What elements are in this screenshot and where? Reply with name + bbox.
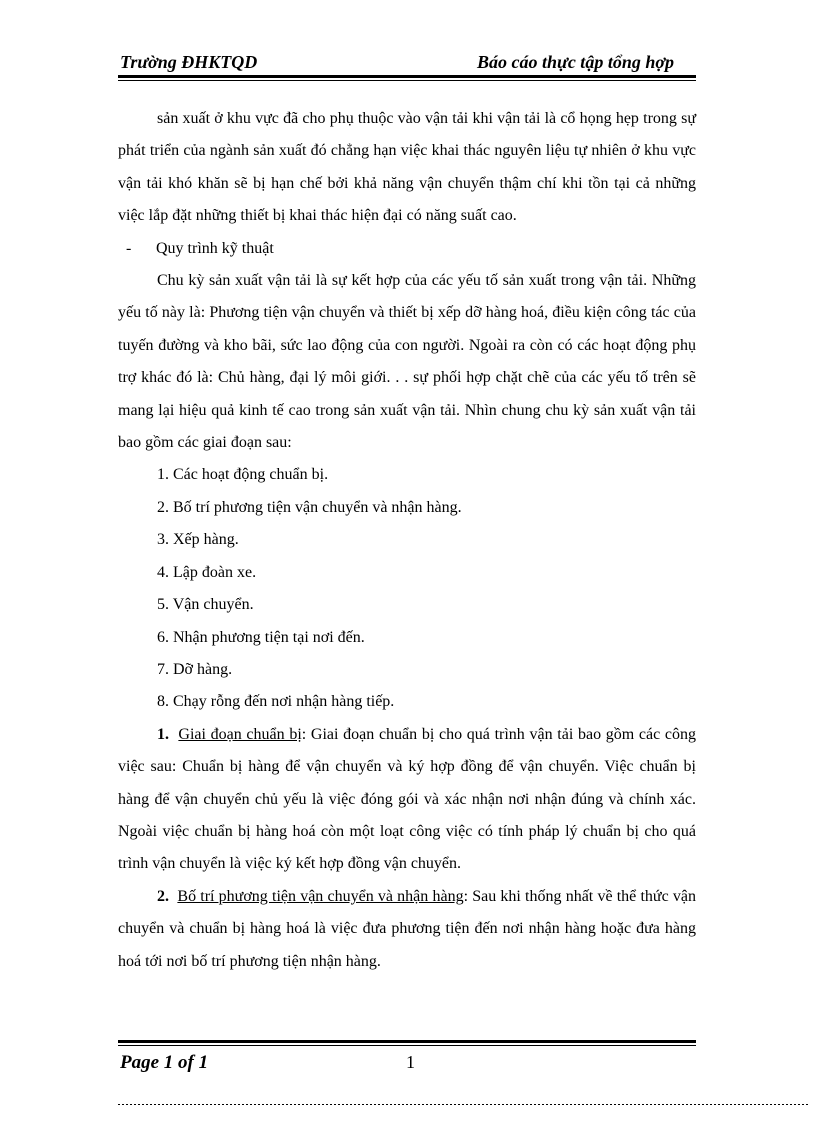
header-divider bbox=[118, 75, 696, 78]
section-number: 2. bbox=[157, 887, 169, 905]
list-item: 1. Các hoạt động chuẩn bị. bbox=[157, 466, 329, 484]
page-header bbox=[118, 50, 696, 78]
section-paragraph bbox=[118, 719, 696, 881]
footer-divider-thin bbox=[118, 1045, 696, 1046]
bullet-text: Quy trình kỹ thuật bbox=[156, 239, 274, 257]
section-number: 1. bbox=[157, 725, 169, 743]
list-item: 2. Bố trí phương tiện vận chuyển và nhận hàng. bbox=[157, 498, 462, 516]
document-body bbox=[118, 103, 696, 978]
list-item: 7. Dỡ hàng. bbox=[157, 660, 233, 678]
footer-divider bbox=[118, 1040, 696, 1043]
list-item: 3. Xếp hàng. bbox=[157, 531, 239, 549]
section-paragraph bbox=[118, 881, 696, 978]
footer-page-number: 1 bbox=[406, 1052, 415, 1072]
header-school-name: Trường ĐHKTQD bbox=[120, 52, 258, 72]
page-bottom-dotted-rule bbox=[118, 1104, 808, 1105]
bullet-dash: - bbox=[126, 239, 132, 257]
section-title: Bố trí phương tiện vận chuyển và nhận hàng bbox=[177, 887, 464, 905]
list-item: 8. Chạy rỗng đến nơi nhận hàng tiếp. bbox=[157, 693, 395, 711]
paragraph: sản xuất ở khu vực đã cho phụ thuộc vào vận tải khi vận tải là cổ họng hẹp trong sự phát triển của ngành sản xuất đó chẳng hạn việc khai thác nguyên liệu tự nhiên ở khu vực vận tải khó khăn sẽ bị hạn chế bởi khả năng vận chuyển thậm chí khi tồn tại cả những việc lắp đặt những thiết bị khai thác hiện đại có năng suất cao. bbox=[118, 110, 696, 225]
section-text: : Sau khi thống nhất về thể thức vận chuyển và chuẩn bị hàng hoá là việc đưa phương tiện đến nơi nhận hàng hoặc đưa hàng hoá tới nơi bố trí phương tiện nhận hàng. bbox=[118, 887, 696, 970]
header-divider-thin bbox=[118, 80, 696, 81]
bullet-item bbox=[118, 233, 696, 265]
page-footer bbox=[118, 1040, 696, 1110]
list-item: 5. Vận chuyển. bbox=[157, 596, 254, 614]
header-report-title: Báo cáo thực tập tổng hợp bbox=[477, 52, 674, 72]
section-title: Giai đoạn chuẩn bị bbox=[178, 725, 302, 743]
list-item: 4. Lập đoàn xe. bbox=[157, 563, 257, 581]
footer-page-label: Page 1 of 1 bbox=[120, 1052, 209, 1073]
section-text: : Giai đoạn chuẩn bị cho quá trình vận tải bao gồm các công việc sau: Chuẩn bị hàng để vận chuyển và ký hợp đồng để vận chuyển. Việc chuẩn bị hàng để vận chuyển chủ yếu là việc đóng gói và xác nhận nơi nhận đúng và chính xác. Ngoài việc chuẩn bị hàng hoá còn một loạt công việc có tính pháp lý chuẩn bị cho quá trình vận chuyển là việc ký kết hợp đồng vận chuyển. bbox=[118, 725, 697, 873]
paragraph: Chu kỳ sản xuất vận tải là sự kết hợp của các yếu tố sản xuất trong vận tải. Những yếu tố này là: Phương tiện vận chuyển và thiết bị xếp dỡ hàng hoá, điều kiện công tác của tuyến đường và kho bãi, sức lao động của con người. Ngoài ra còn có các hoạt động phụ trợ khác đó là: Chủ hàng, đại lý môi giới. . . sự phối hợp chặt chẽ của các yếu tố trên sẽ mang lại hiệu quả kinh tế cao trong sản xuất vận tải. Nhìn chung chu kỳ sản xuất vận tải bao gồm các giai đoạn sau: bbox=[118, 272, 696, 452]
list-item: 6. Nhận phương tiện tại nơi đến. bbox=[157, 628, 365, 646]
